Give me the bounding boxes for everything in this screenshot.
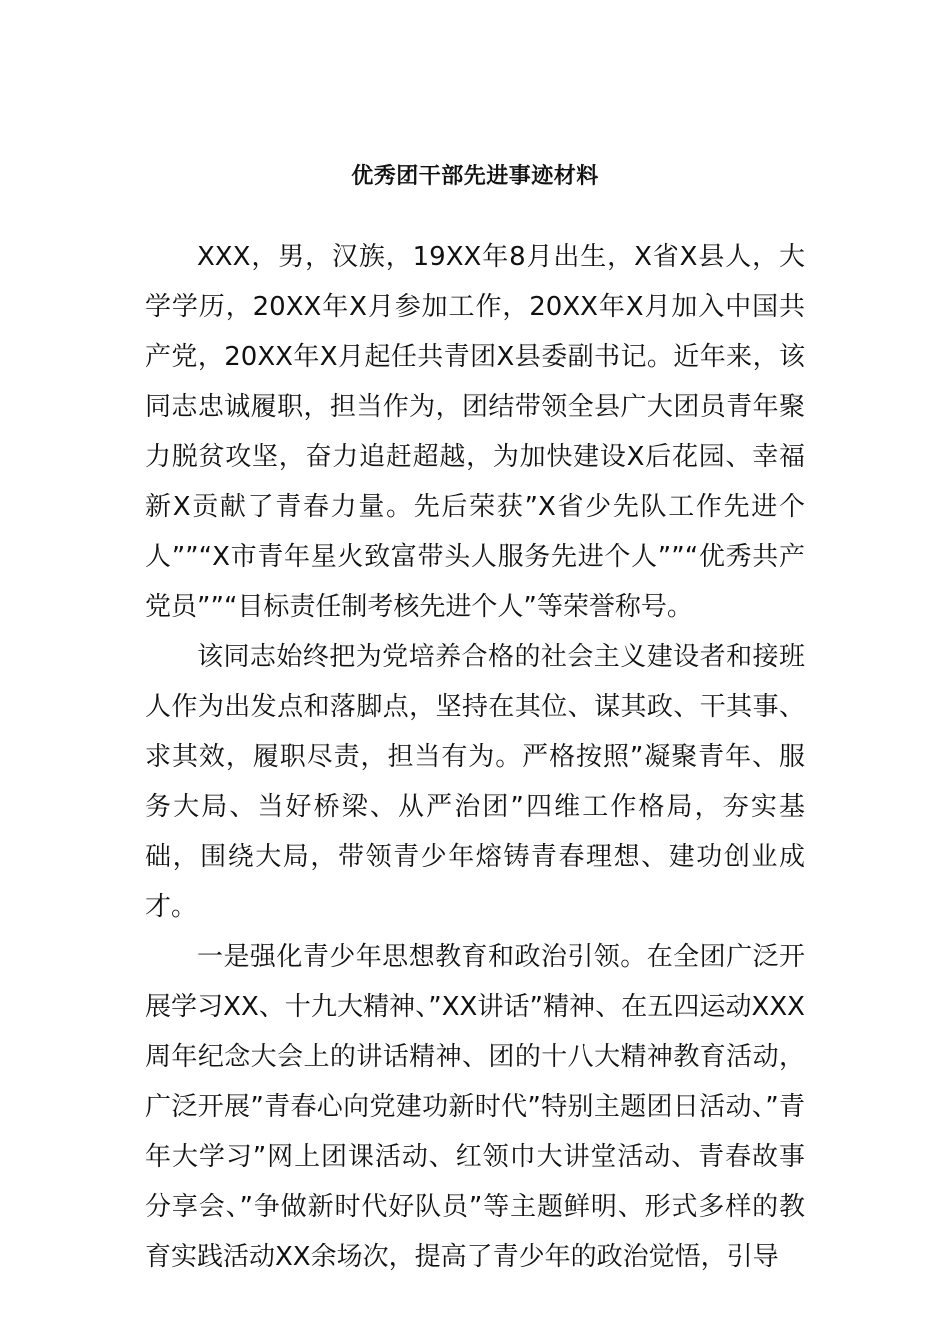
paragraph-1: XXX，男，汉族，19XX年8月出生，X省X县人，大学学历，20XX年X月参加工作，20XX年X月加入中国共产党，20XX年X月起任共青团X县委副书记。近年来，该同志忠诚履职，担当作为，团结带领全县广大团员青年聚力脱贫攻坚，奋力追赶超越，为加快建设X后花园、幸福新X贡献了青春力量。先后荣获”X省少先队工作先进个人””“X市青年星火致富带头人服务先进个人””“优秀共产党员””“目标责任制考核先进个人”等荣誉称号。 — [145, 242, 805, 622]
document-title: 优秀团干部先进事迹材料 — [351, 164, 599, 189]
paragraph-3: 一是强化青少年思想教育和政治引领。在全团广泛开展学习XX、十九大精神、”XX讲话”精神、在五四运动XXX周年纪念大会上的讲话精神、团的十八大精神教育活动，广泛开展”青春心向党建功新时代”特别主题团日活动、”青年大学习”网上团课活动、红领巾大讲堂活动、青春故事分享会、”争做新时代好队员”等主题鲜明、形式多样的教育实践活动XX余场次，提高了青少年的政治觉悟，引导 — [145, 942, 805, 1272]
paragraph-2: 该同志始终把为党培养合格的社会主义建设者和接班人作为出发点和落脚点，坚持在其位、谋其政、干其事、求其效，履职尽责，担当有为。严格按照”凝聚青年、服务大局、当好桥梁、从严治团”四维工作格局，夯实基础，围绕大局，带领青少年熔铸青春理想、建功创业成才。 — [145, 642, 805, 922]
document-body — [145, 232, 805, 1282]
